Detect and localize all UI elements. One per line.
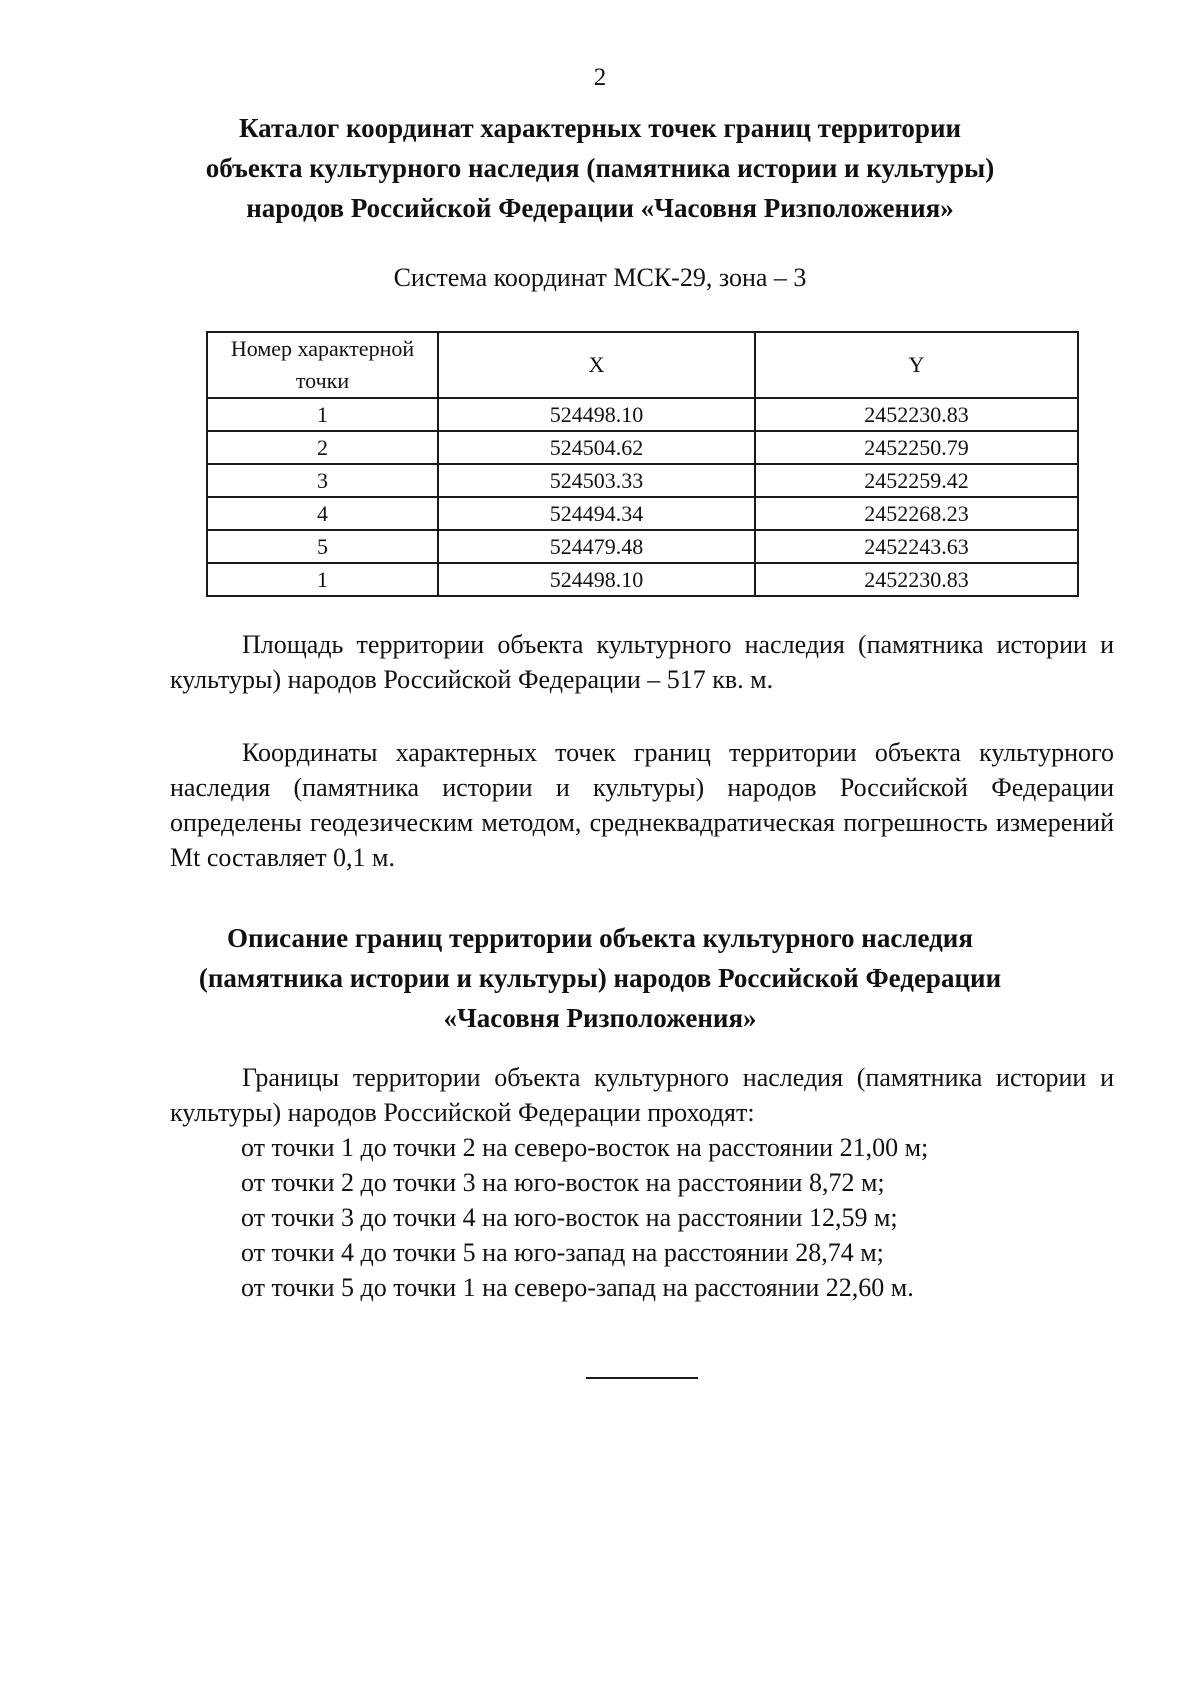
cell-x: 524498.10 [438,398,755,431]
table-row [207,563,1078,596]
cell-point: 1 [207,398,438,431]
list-item: от точки 2 до точки 3 на юго-восток на расстоянии 8,72 м; [241,1168,885,1197]
cell-x: 524504.62 [438,431,755,464]
cell-x: 524498.10 [438,563,755,596]
boundary-intro-paragraph [170,1060,1114,1130]
coordinate-system-label: Система координат МСК-29, зона – 3 [393,263,807,292]
cell-point: 2 [207,431,438,464]
list-item: от точки 5 до точки 1 на северо-запад на расстоянии 22,60 м. [241,1273,914,1302]
page-number: 2 [593,64,607,91]
description-heading-line: «Часовня Ризположения» [443,1003,757,1033]
cell-point: 4 [207,497,438,530]
catalog-heading [150,108,1050,228]
area-text: Площадь территории объекта культурного наследия (памятника истории и культуры) народов Российской Федерации – 517 кв. м. [170,630,1114,694]
list-item: от точки 3 до точки 4 на юго-восток на расстоянии 12,59 м; [241,1203,898,1232]
table-row [207,431,1078,464]
area-paragraph [170,627,1114,697]
cell-y: 2452250.79 [755,431,1078,464]
accuracy-text: Координаты характерных точек границ территории объекта культурного наследия (памятника истории и культуры) народов Российской Федерации определены геодезическим методом, среднеквадратическая погрешность измерений Mt составляет 0,1 м. [170,738,1114,872]
header-x: X [438,332,755,398]
header-y: Y [755,332,1078,398]
cell-x: 524494.34 [438,497,755,530]
header-point-number: Номер характерной точки [207,332,438,398]
catalog-heading-line: народов Российской Федерации «Часовня Ризположения» [246,193,954,223]
cell-y: 2452230.83 [755,563,1078,596]
cell-y: 2452268.23 [755,497,1078,530]
cell-y: 2452230.83 [755,398,1078,431]
list-item: от точки 4 до точки 5 на юго-запад на расстоянии 28,74 м; [241,1238,884,1267]
cell-point: 5 [207,530,438,563]
boundary-segments-list [241,1130,928,1305]
cell-point: 1 [207,563,438,596]
accuracy-paragraph [170,735,1114,875]
boundary-intro-text: Границы территории объекта культурного наследия (памятника истории и культуры) народов Российской Федерации проходят: [170,1063,1114,1127]
table-row [207,398,1078,431]
cell-y: 2452259.42 [755,464,1078,497]
description-heading-line: Описание границ территории объекта культурного наследия [227,923,973,953]
table-row [207,497,1078,530]
end-divider [586,1377,698,1379]
description-heading [150,918,1050,1038]
cell-x: 524479.48 [438,530,755,563]
cell-x: 524503.33 [438,464,755,497]
coordinates-table [206,331,1079,597]
catalog-heading-line: Каталог координат характерных точек границ территории [238,113,962,143]
catalog-heading-line: объекта культурного наследия (памятника истории и культуры) [205,153,995,183]
description-heading-line: (памятника истории и культуры) народов Российской Федерации [198,963,1002,993]
cell-point: 3 [207,464,438,497]
list-item: от точки 1 до точки 2 на северо-восток на расстоянии 21,00 м; [241,1133,929,1162]
cell-y: 2452243.63 [755,530,1078,563]
table-header-row [207,332,1078,398]
table-row [207,530,1078,563]
table-row [207,464,1078,497]
